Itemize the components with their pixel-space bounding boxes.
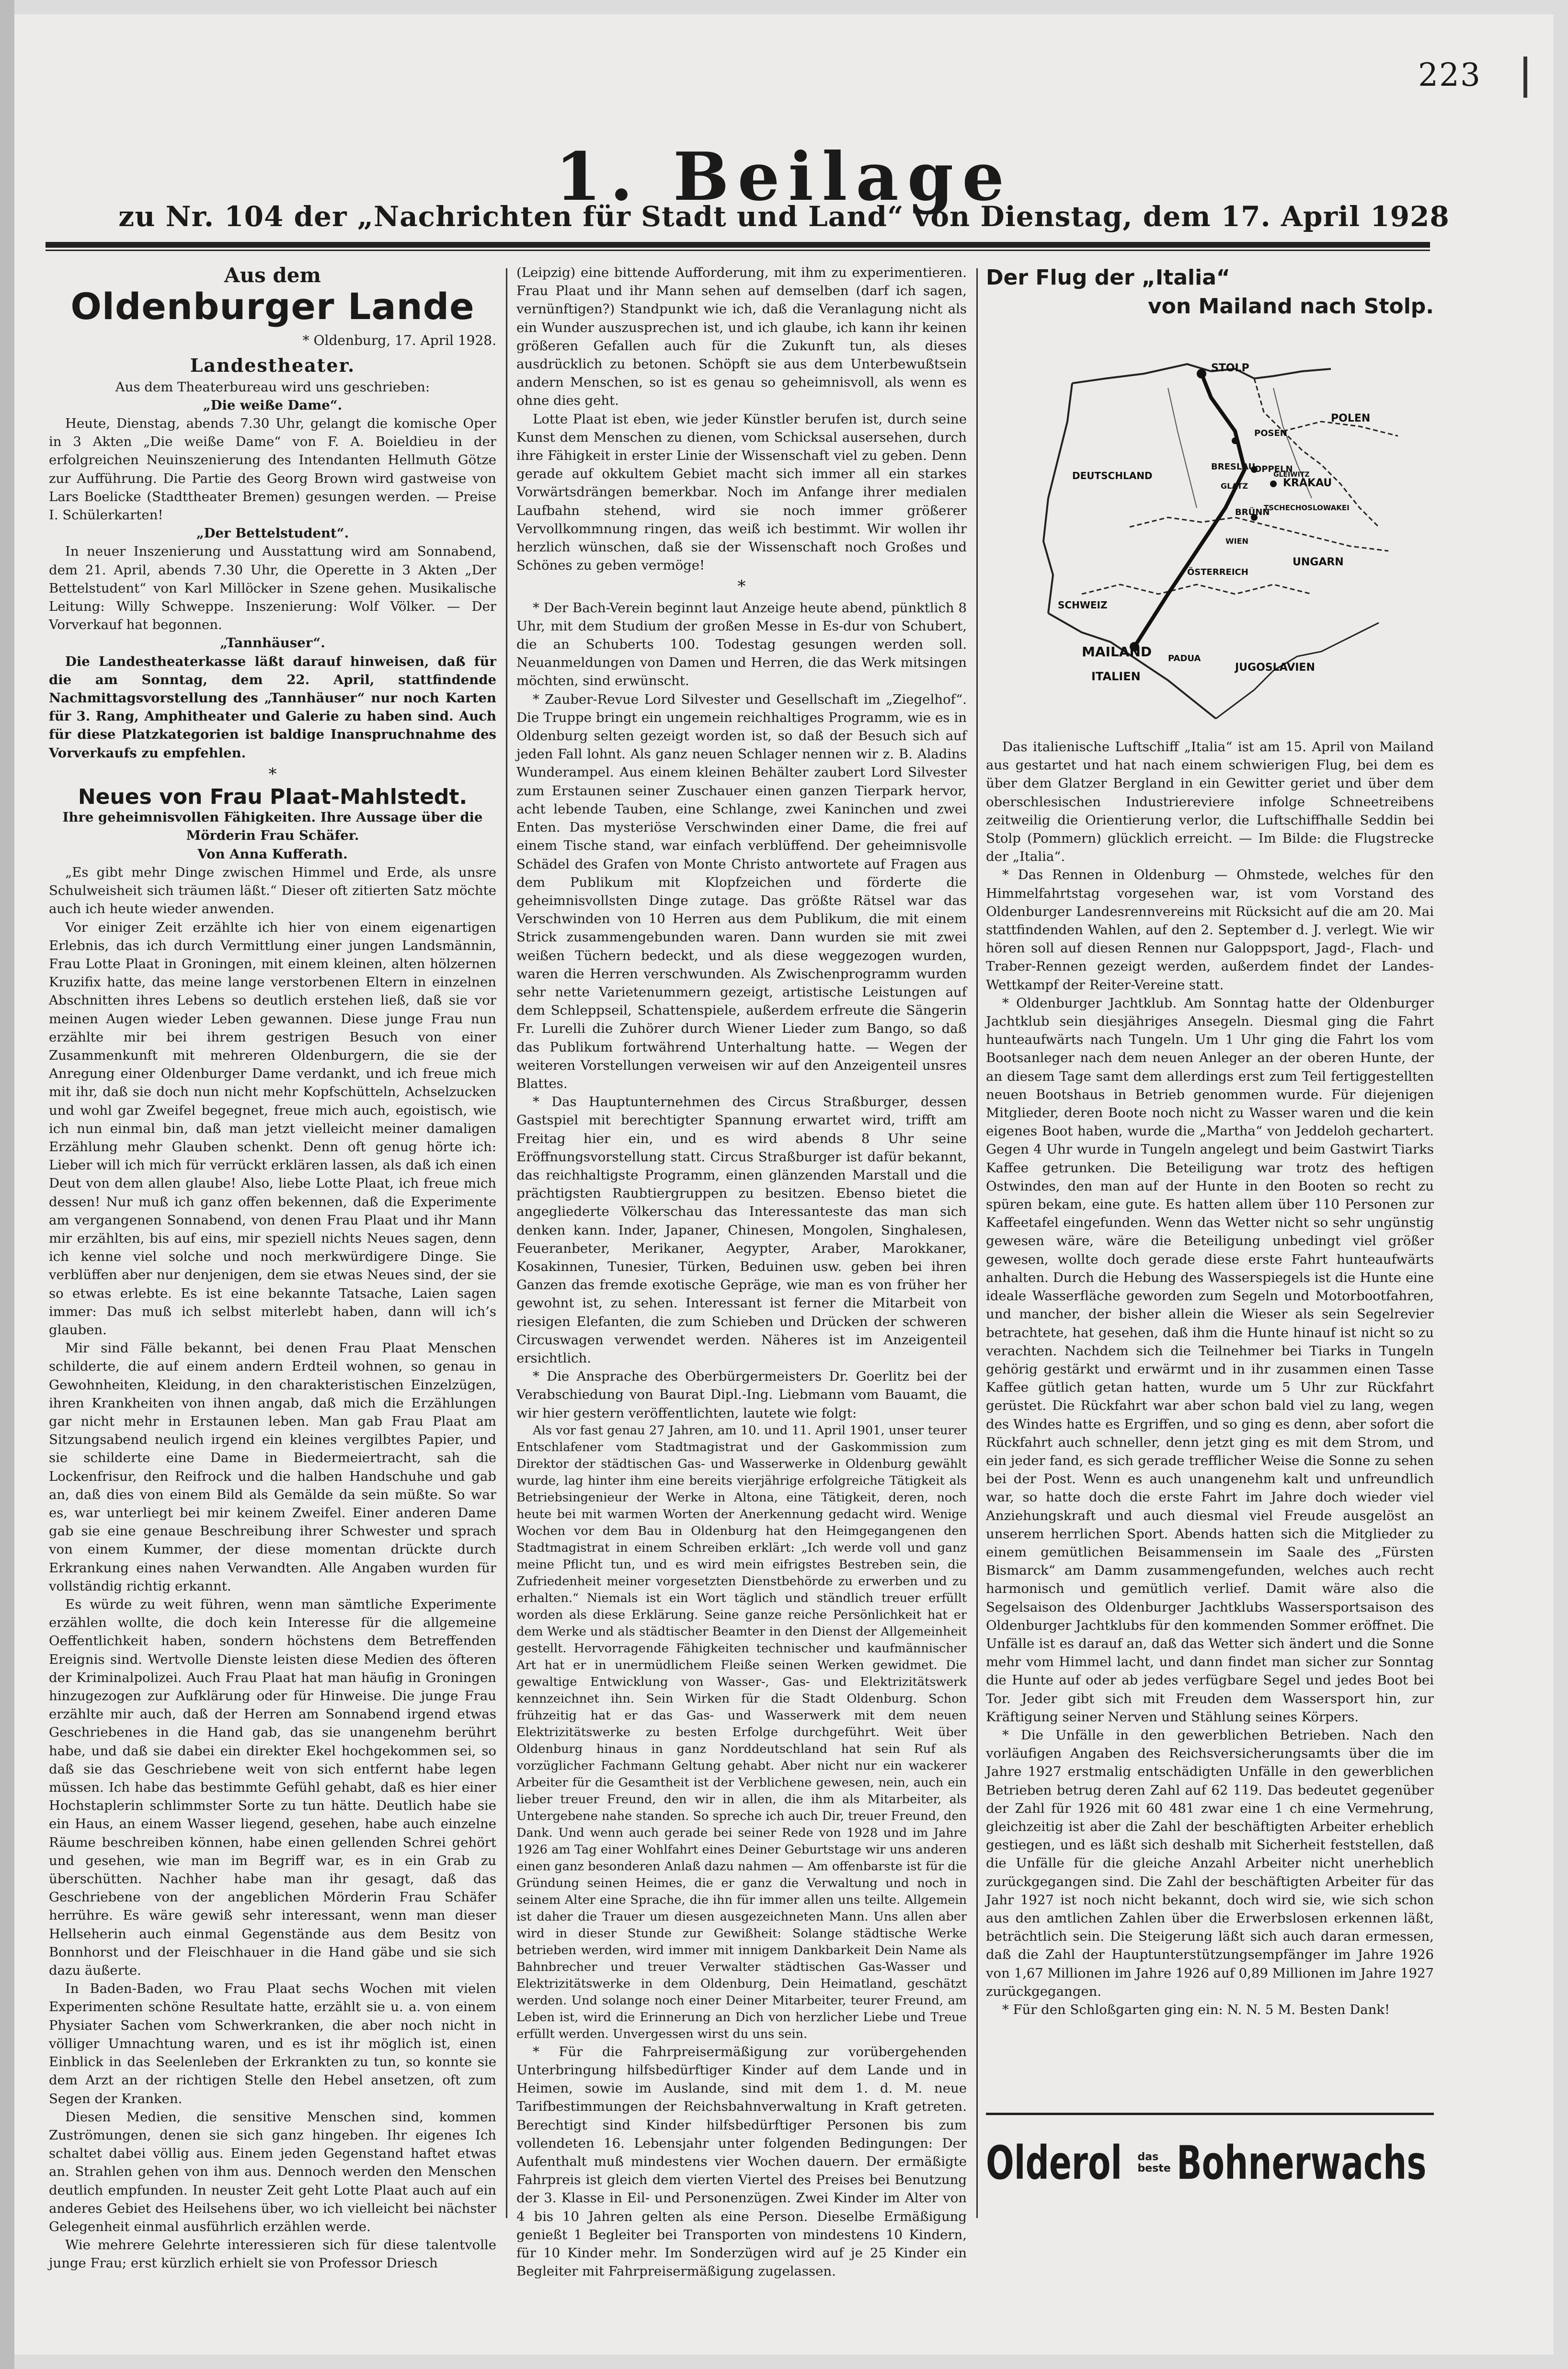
- separator-star: *: [737, 577, 746, 596]
- page-edge-mark: [1523, 57, 1527, 98]
- column-2: [516, 263, 967, 2279]
- jachtklub-notice: * Oldenburger Jachtklub. Am Sonntag hatte der Oldenburger Jachtklub sein diesjähriges Ansegeln. Diesmal ging die Fahrt hunteaufwärts nach Tungeln. Um 1 Uhr ging die Fahrt los vom Bootsanleger nach dem neuen Anleger an der oberen Hunte, der an diesem Tage samt dem allerdings erst zum Teil fertiggestellten neuen Bootshaus in Betrieb genommen wurde. Für diejenigen Mitglieder, deren Boote noch nicht zu Wasser waren und die kein eigenes Boot haben, wurde die „Martha“ von Jeddeloh gechartert. Gegen 4 Uhr wurde in Tungeln angelegt und beim Gastwirt Tiarks Kaffee getrunken. Die Beteiligung war trotz des heftigen Ostwindes, den man auf der Hunte in den Booten so recht zu spüren bekam, eine gute. Es hatten allem über 110 Personen zur Kaffeetafel eingefunden. Wenn das Wetter nicht so sehr ungünstig gewesen wäre, wäre die Beteiligung unbedingt viel größer gewesen, wollte doch gerade diese erste Fahrt hunteaufwärts anhalten. Durch die Hebung des Wasserspiegels ist die Hunte eine ideale Wasserfläche geworden zum Segeln und Motorbootfahren, und mancher, der bisher allein die Wieser als sein Segelrevier betrachtete, hat gesehen, daß ihm die Hunte hinauf ist nicht so zu verachten. Nachdem sich die Teilnehmer bei Tiarks in Tungeln gehörig gestärkt und erwärmt und in ihr zusammen einen Tasse Kaffee gütlich getan hatten, wurde um 5 Uhr zur Rückfahrt gerüstet. Die Rückfahrt war aber schon bald viel zu lang, wegen des Windes hatte es Ergriffen, und so ging es denn, aber sofort die Rückfahrt auch schneller, denn jetzt ging es mit dem Strom, und ein jeder fand, es sich gerade trefflicher Weise die Sonne zu sehen bei der Post. Wenn es auch unangenehm kalt und unfreundlich war, so hatte doch die erste Fahrt im Jahre doch wieder viel Anziehungskraft und auch diesmal viel Freude ausgelöst an unserem herrlichen Sport. Abends hatten sich die Mitglieder zu einem gemütlichen Beisammensein im Saale des „Fürsten Bismarck“ am Damm zusammengefunden, welches auch recht harmonisch und gemütlich verlief. Damit wäre also die Segelsaison des Oldenburger Jachtklubs Wassersportsaison des Oldenburger Jachtklubs für den kommenden Sommer eröffnet. Die Unfälle ist es darauf an, daß das Wetter sich ändert und die Sonne mehr vom Himmel lacht, und dann findet man sicher zur Sonntag die Hunte auf oder ab jedes verfügbare Segel und jedes Boot bei Tor. Jeder gibt sich mit Freuden dem Wassersport hin, zur Kräftigung seiner Nerven und Stählung seines Körpers.: [986, 995, 1434, 1725]
- plaat-paragraph: Mir sind Fälle bekannt, bei denen Frau Plaat Menschen schilderte, die auf einem andern Erdteil wohnen, so genau in Gewohnheiten, Kleidung, in den charakteristischen Einzelzügen, ihren Krankheiten von ihnen angab, daß mich die Erzählungen gar nicht mehr in Erstaunen leben. Man gab Frau Plaat am Sitzungsabend neulich irgend ein kleines vergilbtes Papier, und sie schilderte eine Dame in Biedermeiertracht, sah die Lockenfrisur, den Reifrock und die halben Handschuhe und gab an, daß dies von einem Bild als Gemälde da sein müßte. So war es, war unterliegt bei mir keinem Zweifel. Einer anderen Dame gab sie eine genaue Beschreibung ihrer Schwester und sprach von einem Kummer, der diese momentan drückte durch Erkrankung eines nahen Verwandten. Alle Angaben wurden für vollständig richtig erkannt.: [49, 1340, 496, 1594]
- plaat-paragraph: Diesen Medien, die sensitive Menschen sind, kommen Zuströmungen, denen sie sich ganz hingeben. Ihr eigenes Ich schaltet dabei völlig aus. Einem jeden Gegenstand haftet etwas an. Strahlen gehen von ihm aus. Dennoch werden den Menschen deutlich empfunden. In neuster Zeit geht Lotte Plaat auch auf ein anderes Gebiet des Heilsehens über, wo ich vielleicht bei nächster Gelegenheit einmal ausführlich erzählen werde.: [49, 2109, 496, 2234]
- map-label-mailand: MAILAND: [1082, 644, 1152, 660]
- map-title: [986, 263, 1434, 321]
- map-title-line-1: Der Flug der „Italia“: [986, 265, 1230, 290]
- weisse-dame-text: Heute, Dienstag, abends 7.30 Uhr, gelangt die komische Oper in 3 Akten „Die weiße Dame“ von F. A. Boieldieu in der erfolgreichen Neuinszenierung des Intendanten Hellmuth Götze zur Aufführung. Die Partie des Georg Brown wird gastweise von Lars Boelicke (Stadttheater Bremen) gesungen werden. — Preise I. Schülerkarten!: [49, 416, 496, 523]
- map-label-posen: POSEN: [1254, 428, 1287, 438]
- tannhaeuser-text: Die Landestheaterkasse läßt darauf hinweisen, daß für die am Sonntag, dem 22. April, stattfindende Nachmittagsvorstellung des „Tannhäuser“ nur noch Karten für 3. Rang, Amphitheater und Galerie zu haben sind. Auch für diese Platzkategorien ist baldige Inanspruchnahme des Vorverkaufs zu empfehlen.: [49, 653, 496, 761]
- map-title-line-2: von Mailand nach Stolp.: [1147, 294, 1434, 319]
- column-1: [49, 263, 496, 2271]
- plaat-continued: (Leipzig) eine bittende Aufforderung, mit ihm zu experimentieren. Frau Plaat und ihr Mann sehen auf demselben (darf ich sagen, vernünftigen?) Standpunkt wie ich, daß die Veranlagung nicht als ein Wunder auszusprechen ist, und ich glaube, ich kann ihr keinen größeren Gefallen auch für die Zukunft tun, als dieses ausdrücklich zu betonen. Schöpft sie aus dem Unterbewußtsein andern Menschen, so ist es genau so geheimnisvoll, als wenn es ohne dies geht.: [516, 265, 967, 409]
- map-label-oesterreich: ÖSTERREICH: [1187, 567, 1248, 577]
- page-number: 223: [1418, 57, 1481, 93]
- map-label-deutschland: DEUTSCHLAND: [1072, 470, 1153, 481]
- map-label-jugoslavien: JUGOSLAVIEN: [1235, 662, 1315, 674]
- theater-intro: Aus dem Theaterbureau wird uns geschrieben:: [115, 379, 430, 395]
- tannhaeuser-heading: „Tannhäuser“.: [220, 635, 325, 651]
- circus-notice: * Das Hauptunternehmen des Circus Straßburger, dessen Gastspiel mit berechtigter Spannung erwartet wird, trifft am Freitag hier ein, und es wird abends 8 Uhr seine Eröffnungsvorstellung statt. Circus Straßburger ist dafür bekannt, das reichhaltigste Programm, einen glänzenden Marstall und die prächtigsten Raubtiergruppen zu besitzen. Ebenso bietet die angegliederte Völkerschau das Interessanteste das man sich denken kann. Inder, Japaner, Chinesen, Mongolen, Singhalesen, Feueranbeter, Merikaner, Aegypter, Araber, Marokkaner, Kosakinnen, Tunesier, Türken, Beduinen usw. geben bei ihren Ganzen das fremde exotische Gepräge, wie man es von früher her gewohnt ist, zu sehen. Interessant ist ferner die Mitarbeit von riesigen Elefanten, die zum Schieben und Drücken der schweren Circuswagen verwendet werden. Näheres ist im Anzeigenteil ersichtlich.: [516, 1094, 967, 1366]
- bettelstudent-text: In neuer Inszenierung und Ausstattung wird am Sonnabend, dem 21. April, abends 7.30 Uhr, die Operette in 3 Akten „Der Bettelstudent“ von Karl Millöcker in Szene gehen. Musikalische Leitung: Willy Schweppe. Inszenierung: Wolf Völker. — Der Vorverkauf hat begonnen.: [49, 544, 496, 633]
- italia-caption: Das italienische Luftschiff „Italia“ ist am 15. April von Mailand aus gestartet und hat nach einem schwierigen Flug, bei dem es über dem Glatzer Bergland in ein Gewitter geriet und über dem oberschlesischen Industriereviere infolge Schneetreibens zeitweilig die Orientierung verlor, die Luftschiffhalle Seddin bei Stolp (Pommern) glücklich erreicht. — Im Bilde: die Flugstrecke der „Italia“.: [986, 739, 1434, 865]
- plaat-heading: Neues von Frau Plaat-Mahlstedt.: [78, 785, 468, 810]
- column-divider: [506, 268, 507, 2218]
- bettelstudent-heading: „Der Bettelstudent“.: [196, 526, 349, 541]
- theater-heading: Landestheater.: [190, 355, 355, 377]
- zauber-revue-notice: * Zauber-Revue Lord Silvester und Gesellschaft im „Ziegelhof“. Die Truppe bringt ein ungemein reichhaltiges Programm, wie es in Oldenburg selten gezeigt worden ist, so daß der Besuch sich auf jeden Fall lohnt. Als ganz neuen Schlager nennen wir z. B. Aladins Wunderampel. Aus einem kleinen Behälter zaubert Lord Silvester zum Erstaunen seiner Zuschauer einen ganzen Tierpark hervor, acht lebende Tauben, eine Schlange, zwei Kaninchen und zwei Enten. Das mysteriöse Verschwinden einer Dame, die frei auf einem Tische stand, war einfach verblüffend. Der geheimnisvolle Schädel des Grafen von Monte Christo antwortete auf Fragen aus dem Publikum mit Klopfzeichen und förderte die geheimnisvollsten Dinge zutage. Das größte Rätsel war das Verschwinden von 10 Herren aus dem Publikum, die mit einem Strick zusammengebunden waren. Dann wurden sie mit zwei weißen Tüchern bedeckt, und als diese weggezogen wurden, waren die Herren verschwunden. Als Zwischenprogramm wurden sehr nette Varietenummern gezeigt, artistische Leistungen auf dem Schleppseil, Schattenspiele, außerdem erfreute die Sängerin Fr. Lurelli die Zuhörer durch Wiener Lieder zum Bango, so daß das Publikum fortwährend Unterhaltung hatte. — Wegen der weiteren Vorstellungen verweisen wir auf den Anzeigenteil unsres Blattes.: [516, 691, 967, 1091]
- supplement-subtitle: zu Nr. 104 der „Nachrichten für Stadt und Land“ von Dienstag, dem 17. April 1928: [118, 200, 1450, 233]
- plaat-paragraph: „Es gibt mehr Dinge zwischen Himmel und Erde, als unsre Schulweisheit sich träumen läßt.“ Dieser oft zitierten Satz möchte auch ich heute wieder anwenden.: [49, 864, 496, 917]
- map-label-stolp: STOLP: [1211, 362, 1249, 374]
- map-label-breslau: BRESLAU: [1211, 462, 1256, 472]
- plaat-author: Von Anna Kufferath.: [197, 846, 348, 862]
- map-label-bruenn: BRÜNN: [1235, 507, 1270, 517]
- weisse-dame-heading: „Die weiße Dame“.: [203, 397, 343, 413]
- column-3: [986, 263, 1434, 2018]
- section-title: Oldenburger Lande: [70, 285, 475, 328]
- map-label-italien: ITALIEN: [1091, 670, 1141, 683]
- separator-star: *: [268, 764, 277, 784]
- plaat-subheading: Ihre geheimnisvollen Fähigkeiten. Ihre Aussage über die Mörderin Frau Schäfer.: [62, 810, 483, 844]
- plaat-continued: Lotte Plaat ist eben, wie jeder Künstler berufen ist, durch seine Kunst dem Menschen zu dienen, vom Schicksal ausersehen, durch ihre Fähigkeit in erster Linie der Wissenschaft viel zu geben. Denn gerade auf okkultem Gebiet macht sich immer all ein starkes Vorwärtsdrängen bemerkbar. Noch im Anfange ihrer medialen Laufbahn stehend, wird sie noch immer größerer Vervollkommnung ringen, das weiß ich bestimmt. Wir wollen ihr herzlich wünschen, daß sie der Wissenschaft noch Großes und Schönes zu geben vermöge!: [516, 411, 967, 573]
- plaat-paragraph: Vor einiger Zeit erzählte ich hier von einem eigenartigen Erlebnis, das ich durch Vermittlung einer jungen Landsmännin, Frau Lotte Plaat in Groningen, mit einem kleinen, alten hölzernen Kruzifix hatte, das meine lange verstorbenen Eltern in einzelnen Abschnitten ihres Lebens so deutlich erstehen ließ, daß sie vor meinen Augen wieder Leben gewannen. Diese junge Frau nun erzählte mir bei ihrem gestrigen Besuch von einer Zusammenkunft mit mehreren Oldenburgern, die sie der Anregung einer Oldenburger Dame verdankt, und ich freue mich mit ihr, daß sie doch nun nicht mehr Kopfschütteln, Achselzucken und wohl gar Zweifel begegnet, freue mich auch, egoistisch, wie ich nun einmal bin, daß man jetzt vielleicht meiner damaligen Erzählung mehr Glauben schenkt. Denn oft genug hörte ich: Lieber will ich mich für verrückt erklären lassen, als daß ich einen Deut von dem allen glaube! Also, liebe Lotte Plaat, ich freue mich dessen! Nur muß ich ganz offen bekennen, daß die Experimente am vergangenen Sonnabend, von denen Frau Plaat und ihr Mann mir erzählten, bis auf eins, mir speziell nichts Neues sagen, denn ich kenne viel solche und noch merkwürdigere Dinge. Sie verblüffen aber nur denjenigen, dem sie etwas Neues sind, der sie so etwas erlebte. Es ist eine bekannte Tatsache, Laien sagen immer: Das muß ich selbst miterlebt haben, dann will ich’s glauben.: [49, 919, 496, 1338]
- plaat-paragraph: Wie mehrere Gelehrte interessieren sich für diese talentvolle junge Frau; erst kürzlich erhielt sie von Professor Driesch: [49, 2237, 496, 2271]
- advertisement-bohnerwachs: [986, 2117, 1434, 2209]
- map-label-padua: PADUA: [1168, 653, 1201, 664]
- goerlitz-speech: Als vor fast genau 27 Jahren, am 10. und 11. April 1901, unser teurer Entschlafener vom Stadtmagistrat und der Gaskommission zum Direktor der städtischen Gas- und Wasserwerke in Oldenburg gewählt wurde, lag hinter ihm eine bereits vierjährige erfolgreiche Tätigkeit als Betriebsingenieur der Werke in Altona, eine Tätigkeit, deren, noch heute bei mit warmen Worten der Anerkennung gedacht wird. Wenige Wochen vor dem Bau in Oldenburg hat den Heimgegangenen den Stadtmagistrat in einem Schreiben erklärt: „Ich werde voll und ganz meine Pflicht tun, und es wird mein eifrigstes Bestreben sein, die Zufriedenheit meiner vorgesetzten Dienstbehörde zu erwerben und zu erhalten.“ Niemals ist ein Wort täglich und ständlich treuer erfüllt worden als diese Erklärung. Seine ganze reiche Persönlichkeit hat er dem Werke und als städtischer Beamter in den Dienst der Allgemeinheit gestellt. Hervorragende Fähigkeiten technischer und kaufmännischer Art hat er in unermüdlichem Fleiße seinen Werken gewidmet. Die gewaltige Entwicklung von Wasser-, Gas- und Elektrizitätswerk kennzeichnet ihn. Sein Wirken für die Stadt Oldenburg. Schon frühzeitig hat er das Gas- und Wasserwerk mit dem neuen Elektrizitätswerke zu besten Erfolge durchgeführt. Weit über Oldenburg hinaus in ganz Norddeutschland hat sein Ruf als vorzüglicher Fachmann Geltung gehabt. Aber nicht nur ein wackerer Arbeiter für die Gesamtheit ist der Verblichene gewesen, nein, auch ein lieber treuer Freund, den wir in allen, die ihm als Mitarbeiter, als Untergebene nahe standen. So spreche ich auch Dir, treuer Freund, den Dank. Und wenn auch gerade bei seiner Rede von 1928 und im Jahre 1926 am Tag einer Wohlfahrt eines Deiner Geburtstage wir uns anderen einen ganz besonderen Anlaß dazu nahmen — Am offenbarste ist für die Gründung seinen Heimes, die er ganz die Verwaltung und noch in seinem Alter eine Sprache, die ihn für immer allen uns teilte. Allgemein ist daher die Trauer um diesen ausgezeichneten Mann. Uns allen aber wird in dieser Stunde zur Gewißheit: Solange städtische Werke betrieben werden, wird immer mit innigem Dankbarkeit Dein Name als Bahnbrecher und treuer Verwalter städtischen Gas-Wasser und Elektrizitätswerke in dem Oldenburg, Dein Heimatland, geschätzt werden. Und solange noch einer Deiner Mitarbeiter, teurer Freund, am Leben ist, wird die Erinnerung an Dich von herzlicher Liebe und Treue erfüllt werden. Unvergessen wirst du uns sein.: [516, 1423, 967, 2041]
- bach-verein-notice: * Der Bach-Verein beginnt laut Anzeige heute abend, pünktlich 8 Uhr, mit dem Studium der großen Messe in Es-dur von Schubert, die an Schuberts 100. Todestag gesungen werden soll. Neuanmeldungen von Damen und Herren, die das Werk mitsingen möchten, sind erwünscht.: [516, 600, 967, 689]
- schlossgarten-notice: * Für den Schloßgarten ging ein: N. N. 5 M. Besten Dank!: [1002, 2002, 1390, 2018]
- supplement-title: 1. Beilage: [555, 137, 1013, 216]
- ad-connector-1: das: [1137, 2151, 1159, 2163]
- map-label-glatz: GLATZ: [1221, 481, 1248, 491]
- map-label-tschechoslowakei: TSCHECHOSLOWAKEI: [1264, 504, 1350, 512]
- masthead-rule-thin: [46, 250, 1430, 251]
- unfaelle-notice: * Die Unfälle in den gewerblichen Betrieben. Nach den vorläufigen Angaben des Reichsversicherungsamts über die im Jahre 1927 erstmalig entschädigten Unfälle in den gewerblichen Betrieben betrug deren Zahl auf 62 119. Das bedeutet gegenüber der Zahl für 1926 mit 60 481 zwar eine 1 ch eine Vermehrung, gleichzeitig ist aber die Zahl der beschäftigten Arbeiter erheblich gestiegen, und es läßt sich deshalb mit Sicherheit feststellen, daß die Unfälle für die gleiche Anzahl Arbeiter nicht unerheblich zurückgegangen sind. Die Zahl der beschäftigten Arbeiter für das Jahr 1927 ist noch nicht bekannt, doch wird sie, wie sich schon aus den amtlichen Zahlen über die Erwerbslosen erkennen läßt, beträchtlich sein. Die Steigerung läßt sich auch daran ermessen, daß die Zahl der Hauptunterstützungsempfänger im Jahre 1926 von 1,67 Millionen im Jahre 1926 auf 0,89 Millionen im Jahre 1927 zurückgegangen.: [986, 1727, 1434, 1999]
- ad-brand: Olderol: [986, 2136, 1122, 2190]
- map-label-oppeln: OPPELN: [1254, 464, 1293, 474]
- map-label-wien: WIEN: [1225, 537, 1248, 546]
- section-kicker: Aus dem: [224, 263, 321, 287]
- ad-connector: [1138, 2152, 1171, 2174]
- fahrpreis-notice: * Für die Fahrpreisermäßigung zur vorübergehenden Unterbringung hilfsbedürftiger Kinder auf dem Lande und in Heimen, sowie im Auslande, sind mit dem 1. d. M. neue Tarifbestimmungen der Reichsbahnverwaltung in Kraft getreten. Berechtigt sind Kinder hilfsbedürftiger Personen bis zum vollendeten 16. Lebensjahr unter folgenden Bedingungen: Der Aufenthalt muß mindestens vier Wochen dauern. Der ermäßigte Fahrpreis ist gleich dem vierten Viertel des Preises bei Benutzung der 3. Klasse in Eil- und Personenzügen. Zwei Kinder im Alter von 4 bis 10 Jahren gelten als eine Person. Dieselbe Ermäßigung genießt 1 Begleiter bei Transporten von mindestens 10 Kindern, für 10 Kinder mehr. Im Sonderzügen wird auf je 25 Kinder ein Begleiter mit Fahrpreisermäßigung zugelassen.: [516, 2044, 967, 2279]
- masthead-rule-thick: [46, 242, 1430, 248]
- map-graphic: [986, 326, 1434, 728]
- ad-product: Bohnerwachs: [1176, 2136, 1427, 2190]
- map-label-schweiz: SCHWEIZ: [1058, 599, 1108, 611]
- plaat-paragraph: Es würde zu weit führen, wenn man sämtliche Experimente erzählen wollte, die doch kein Interesse für die allgemeine Oeffentlichkeit haben, sondern höchstens dem Betreffenden Ereignis sind. Wertvolle Dienste leisten diese Medien des öfteren der Kriminalpolizei. Auch Frau Plaat hat man häufig in Groningen hinzugezogen zur Aufklärung oder für Hinweise. Die junge Frau erzählte mir auch, daß der Herren am Sonnabend irgend etwas Geschriebenes in die Hand gab, das sie unangenehm berührt habe, und daß sie dabei ein direkter Ekel hochgekommen sei, so daß sie das Geschriebene weit von sich entfernt habe legen müssen. Ich habe das bestimmte Gefühl gehabt, daß es hier einer Hochstaplerin schlimmster Sorte zu tun hätte. Deutlich habe sie ein Haus, an einem Wasser liegend, gesehen, habe auch einzelne Räume beschreiben können, habe einen gellenden Schrei gehört und gesehen, wie man im Begriff war, es in ein Grab zu überschütten. Nachher habe man ihr gesagt, daß das Geschriebene von der angeblichen Mörderin Frau Schäfer herrühre. Es wäre gewiß sehr interessant, wenn man dieser Hellseherin auch einmal Gegenstände aus dem Besitz von Bonnhorst und der Fleischhauer in die Hand gäbe und sie sich dazu äußerte.: [49, 1597, 496, 1979]
- binding-edge: [0, 0, 14, 2369]
- rennen-notice: * Das Rennen in Oldenburg — Ohmstede, welches für den Himmelfahrtstag vorgesehen war, ist vom Vorstand des Oldenburger Landesrennvereins mit Rücksicht auf die am 20. Mai stattfindenden Wahlen, auf den 2. September d. J. verlegt. Wie wir hören soll auf diesen Rennen nur Galoppsport, Jagd-, Flach- und Traber-Rennen gezeigt werden, außerdem findet der Landes-Wettkampf der Reiter-Vereine statt.: [986, 867, 1434, 993]
- advertisement-rule: [986, 2113, 1434, 2115]
- map-label-polen: POLEN: [1331, 412, 1371, 424]
- flight-route-map: [986, 326, 1434, 728]
- ad-connector-2: beste: [1137, 2163, 1171, 2174]
- map-label-krakau: KRAKAU: [1283, 477, 1332, 489]
- map-label-gleiwitz: GLEIWITZ: [1273, 471, 1310, 479]
- column-divider: [976, 268, 978, 2218]
- dateline: * Oldenburg, 17. April 1928.: [302, 332, 496, 349]
- map-label-ungarn: UNGARN: [1293, 556, 1344, 568]
- goerlitz-intro: * Die Ansprache des Oberbürgermeisters Dr. Goerlitz bei der Verabschiedung von Baurat Dipl.-Ing. Liebmann vom Bauamt, die wir hier gestern veröffentlichten, lautete wie folgt:: [516, 1369, 967, 1421]
- plaat-paragraph: In Baden-Baden, wo Frau Plaat sechs Wochen mit vielen Experimenten schöne Resultate hatte, erzählt sie u. a. von einem Physiater Sachen vom Schwerkranken, die aber noch nicht in völliger Umnachtung waren, und es ist ihr möglich ist, einen Einblick in das Seelenleben der Erkrankten zu tun, so konnte sie dem Arzt an der richtigen Stelle den Hebel ansetzen, oft zum Segen der Kranken.: [49, 1981, 496, 2106]
